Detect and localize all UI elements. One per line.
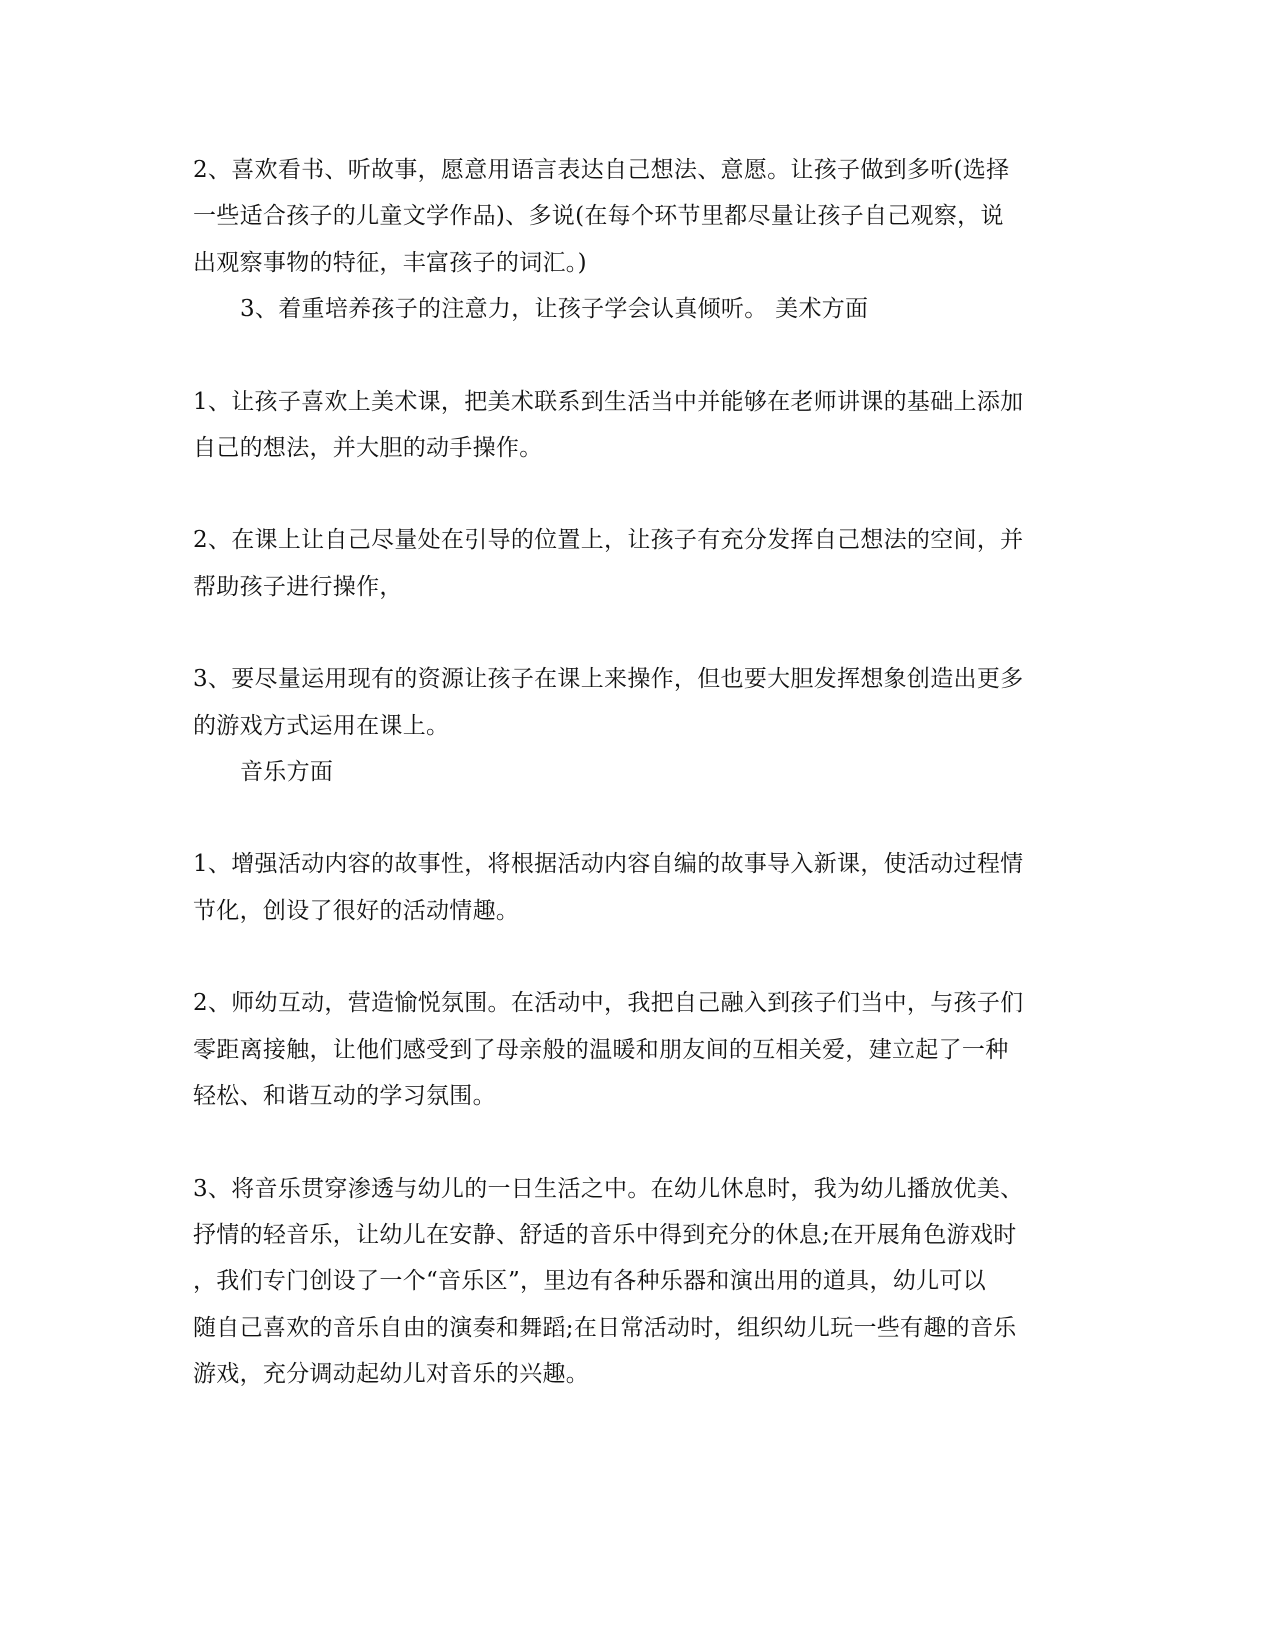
- text-line: 轻松、和谐互动的学习氛围。: [193, 1083, 496, 1109]
- text-line: 自己的想法，并大胆的动手操作。: [193, 435, 543, 461]
- text-line: 的游戏方式运用在课上。: [193, 713, 450, 739]
- text-line: 3、要尽量运用现有的资源让孩子在课上来操作，但也要大胆发挥想象创造出更多: [193, 666, 1024, 692]
- text-line: ，我们专门创设了一个“音乐区”，里边有各种乐器和演出用的道具，幼儿可以: [193, 1268, 987, 1294]
- text-line: 2、在课上让自己尽量处在引导的位置上，让孩子有充分发挥自己想法的空间，并: [193, 527, 1024, 553]
- text-line: 3、将音乐贯穿渗透与幼儿的一日生活之中。在幼儿休息时，我为幼儿播放优美、: [193, 1176, 1024, 1202]
- text-line: 1、让孩子喜欢上美术课，把美术联系到生活当中并能够在老师讲课的基础上添加: [193, 389, 1024, 415]
- text-line: 随自己喜欢的音乐自由的演奏和舞蹈;在日常活动时，组织幼儿玩一些有趣的音乐: [193, 1315, 1017, 1341]
- text-line: 2、喜欢看书、听故事，愿意用语言表达自己想法、意愿。让孩子做到多听(选择: [193, 157, 1010, 183]
- text-line: 1、增强活动内容的故事性，将根据活动内容自编的故事导入新课，使活动过程情: [193, 851, 1024, 877]
- text-line: 2、师幼互动，营造愉悦氛围。在活动中，我把自己融入到孩子们当中，与孩子们: [193, 990, 1024, 1016]
- text-line: 节化，创设了很好的活动情趣。: [193, 898, 520, 924]
- text-line: 游戏，充分调动起幼儿对音乐的兴趣。: [193, 1361, 590, 1387]
- text-line: 一些适合孩子的儿童文学作品)、多说(在每个环节里都尽量让孩子自己观察，说: [193, 203, 1004, 229]
- text-line: 零距离接触，让他们感受到了母亲般的温暖和朋友间的互相关爱，建立起了一种: [193, 1037, 1009, 1063]
- section-heading: 音乐方面: [240, 759, 334, 785]
- text-line: 3、着重培养孩子的注意力，让孩子学会认真倾听。 美术方面: [240, 296, 869, 322]
- text-line: 抒情的轻音乐，让幼儿在安静、舒适的音乐中得到充分的休息;在开展角色游戏时: [193, 1222, 1017, 1248]
- text-line: 帮助孩子进行操作，: [193, 574, 403, 600]
- text-line: 出观察事物的特征，丰富孩子的词汇。): [193, 250, 587, 276]
